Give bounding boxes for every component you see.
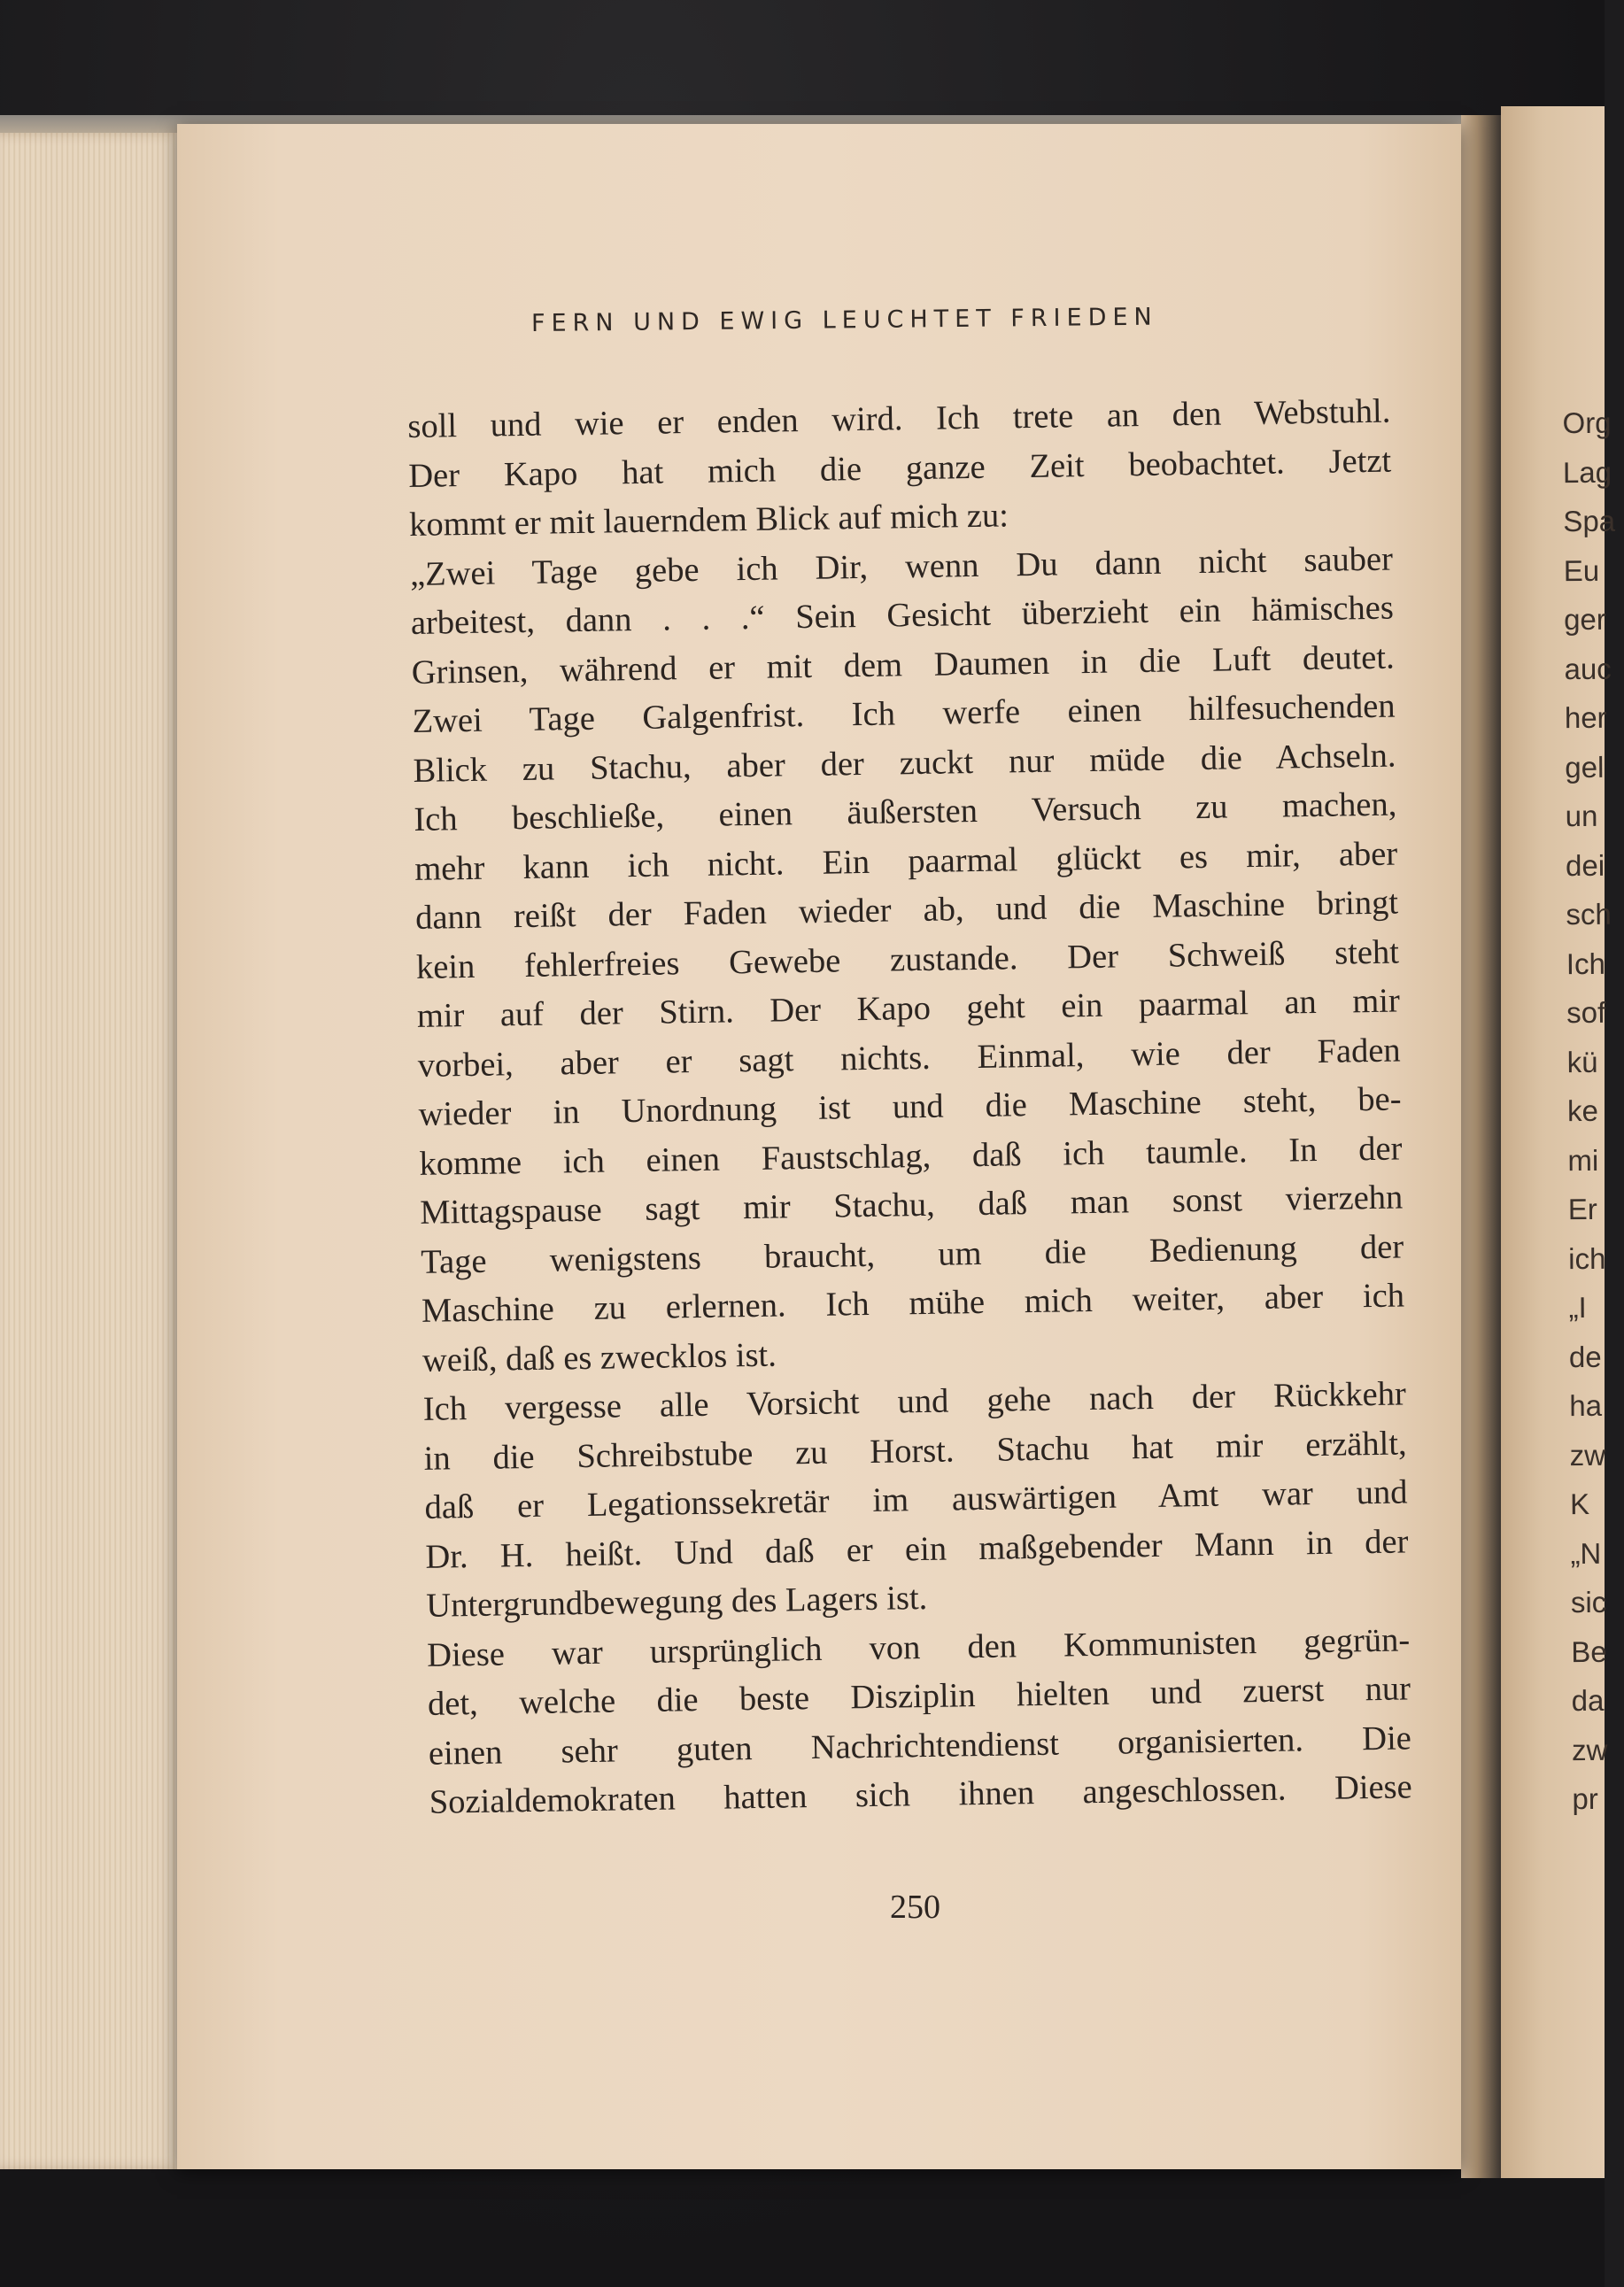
text-line: Tage wenigstens braucht, um die Bedienung der: [420, 1227, 1404, 1281]
facing-line-fragment: sic: [1570, 1585, 1607, 1619]
facing-line-fragment: de: [1568, 1340, 1602, 1373]
text-line: Blick zu Stachu, aber der zuckt nur müde die Achseln.: [413, 737, 1396, 790]
facing-line-fragment: Spa: [1563, 504, 1616, 538]
facing-line-fragment: Eu: [1563, 553, 1600, 587]
facing-line-fragment: dei: [1565, 848, 1605, 882]
text-line: Grinsen, während er mit dem Daumen in die Luft deutet.: [411, 638, 1395, 692]
text-line: det, welche die beste Disziplin hielten und zuerst nur: [427, 1670, 1411, 1723]
facing-line-fragment: K: [1569, 1487, 1590, 1521]
facing-line-fragment: Be: [1571, 1634, 1607, 1668]
text-line: „Zwei Tage gebe ich Dir, wenn Du dann nicht sauber: [409, 540, 1394, 593]
facing-line-fragment: Er: [1567, 1192, 1597, 1226]
text-line: vorbei, aber er sagt nichts. Einmal, wie der Faden: [417, 1031, 1401, 1085]
body-text: [407, 388, 1412, 1828]
facing-line-fragment: ger: [1563, 602, 1606, 637]
page-number: 250: [890, 1889, 940, 1926]
facing-line-fragment: sof: [1566, 995, 1606, 1030]
text-line: kommt er mit lauerndem Blick auf mich zu:: [408, 497, 1009, 544]
facing-line-fragment: her: [1564, 700, 1607, 735]
text-line: soll und wie er enden wird. Ich trete an den Webstuhl.: [407, 392, 1391, 445]
facing-line-fragment: ke: [1566, 1093, 1598, 1128]
text-line: Dr. H. heißt. Und daß er ein maßgebender Mann in der: [425, 1522, 1409, 1576]
facing-line-fragment: da: [1571, 1683, 1605, 1718]
text-line: Mittagspause sagt mir Stachu, daß man sonst vierzehn: [420, 1178, 1404, 1232]
facing-line-fragment: gel: [1565, 750, 1605, 784]
text-line: arbeitest, dann . . .“ Sein Gesicht überzieht ein hämisches: [410, 589, 1395, 642]
facing-line-fragment: zw: [1571, 1733, 1608, 1766]
facing-line-fragment: mi: [1567, 1143, 1599, 1177]
facing-line-fragment: Ich: [1566, 946, 1605, 980]
facing-line-fragment: zw: [1569, 1438, 1606, 1472]
text-line: Zwei Tage Galgenfrist. Ich werfe einen hilfesuchenden: [412, 687, 1396, 740]
facing-line-fragment: Lag: [1562, 455, 1612, 489]
facing-line-fragment: pr: [1572, 1781, 1598, 1816]
facing-line-fragment: „I: [1568, 1290, 1587, 1325]
text-line: in die Schreibstube zu Horst. Stachu hat mir erzählt,: [423, 1424, 1407, 1478]
text-line: komme ich einen Faustschlag, daß ich taumle. In der: [419, 1129, 1403, 1183]
text-line: Sozialdemokraten hatten sich ihnen angeschlossen. Diese: [429, 1768, 1413, 1821]
text-line: kein fehlerfreies Gewebe zustande. Der Schweiß steht: [415, 932, 1400, 986]
text-line: Diese war ursprünglich von den Kommunisten gegrün-: [426, 1620, 1411, 1674]
text-line: einen sehr guten Nachrichtendienst organisierten. Die: [428, 1719, 1412, 1773]
facing-line-fragment: „N: [1570, 1536, 1602, 1570]
text-line: dann reißt der Faden wieder ab, und die Maschine bringt: [414, 884, 1399, 937]
text-line: mir auf der Stirn. Der Kapo geht ein paarmal an mir: [416, 982, 1401, 1035]
book-gutter: [1461, 115, 1501, 2178]
text-line: Maschine zu erlernen. Ich mühe mich weiter, aber ich: [421, 1277, 1405, 1330]
facing-line-fragment: sch: [1566, 897, 1612, 931]
text-line: Ich vergesse alle Vorsicht und gehe nach der Rückkehr: [422, 1375, 1407, 1428]
text-line: weiß, daß es zwecklos ist.: [421, 1336, 777, 1379]
facing-line-fragment: ha: [1569, 1388, 1603, 1423]
facing-line-fragment: auc: [1564, 652, 1612, 685]
text-line: wieder in Unordnung ist und die Maschine steht, be-: [418, 1080, 1402, 1133]
text-line: daß er Legationssekretär im auswärtigen Amt war und: [424, 1473, 1408, 1526]
facing-line-fragment: ich: [1568, 1241, 1606, 1275]
text-line: Untergrundbewegung des Lagers ist.: [426, 1579, 928, 1625]
text-line: mehr kann ich nicht. Ein paarmal glückt es mir, aber: [414, 835, 1398, 888]
text-line: Der Kapo hat mich die ganze Zeit beobachtet. Jetzt: [407, 442, 1392, 495]
page-stack-edges: [0, 133, 190, 2169]
facing-line-fragment: un: [1565, 799, 1598, 833]
facing-line-fragment: kü: [1566, 1045, 1598, 1078]
text-line: Ich beschließe, einen äußersten Versuch zu machen,: [414, 785, 1397, 838]
running-head: FERN UND EWIG LEUCHTET FRIEDEN: [530, 303, 1158, 337]
facing-line-fragment: Org: [1562, 406, 1612, 440]
